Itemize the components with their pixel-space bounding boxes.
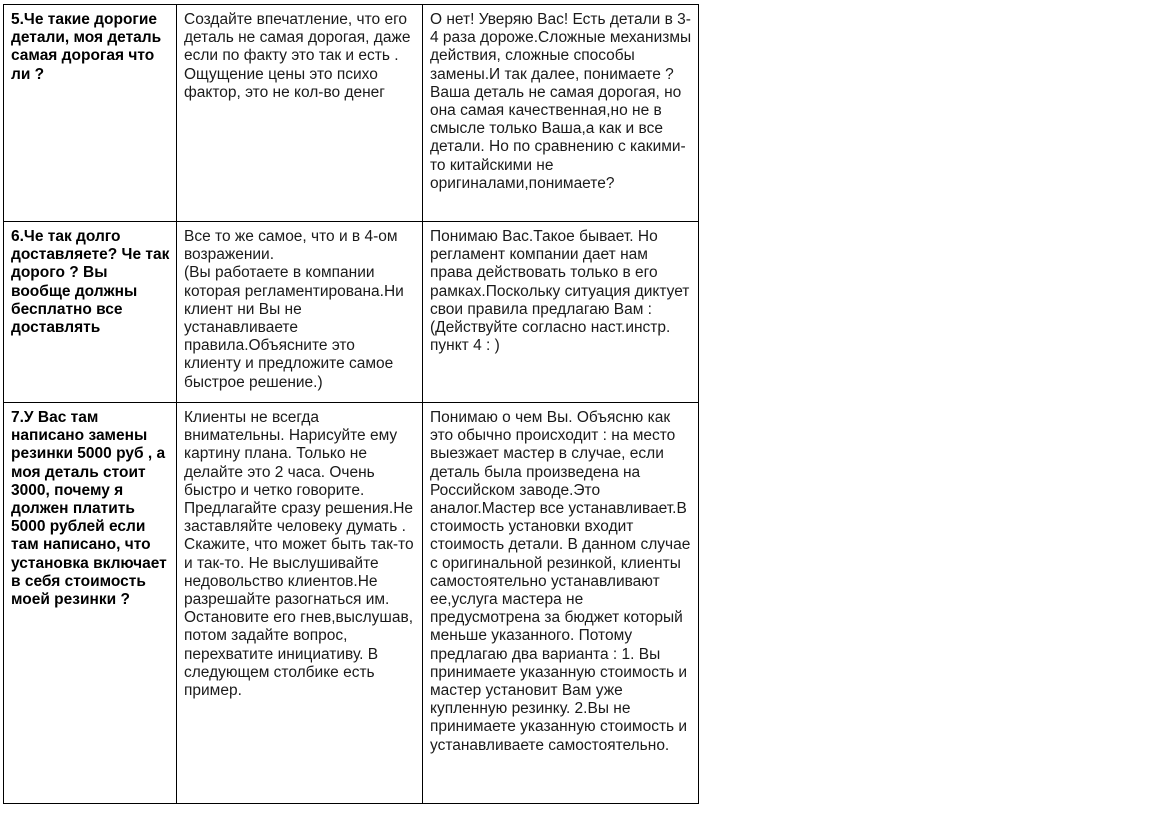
answer-text: Понимаю о чем Вы. Объясню как это обычно происходит : на место выезжает мастер в случае, если деталь была произведена на Российском заводе.Это аналог.Мастер все устанавливает.В стоимость установки входит стоимость детали. В данном случае с оригинальной резинкой, клиенты самостоятельно устанавливают ее,услуга мастера не предусмотрена за бюджет который меньше указанного. Потому предлагаю два варианта : 1. Вы принимаете указанную стоимость и мастер установит Вам уже купленную резинку. 2.Вы не принимаете указанную стоимость и устанавливаете самостоятельно. (430, 409, 691, 754)
answer-cell (423, 222, 699, 403)
advice-cell (177, 5, 423, 222)
advice-text: Все то же самое, что и в 4-ом возражении. (Вы работаете в компании которая регламентирована.Ни клиент ни Вы не устанавливаете правила.Объясните это клиенту и предложите самое быстрое решение.) (184, 228, 404, 391)
question-cell (4, 403, 177, 804)
table-row (4, 222, 699, 403)
answer-cell (423, 403, 699, 804)
question-text: 6.Че так долго доставляете? Че так дорого ? Вы вообще должны бесплатно все доставлять (11, 228, 170, 337)
advice-cell (177, 403, 423, 804)
question-text: 5.Че такие дорогие детали, моя деталь самая дорогая что ли ? (11, 11, 162, 83)
question-cell (4, 5, 177, 222)
answer-text: Понимаю Вас.Такое бывает. Но регламент компании дает нам права действовать только в его рамках.Поскольку ситуация диктует свои правила предлагаю Вам : (Действуйте согласно наст.инстр. пункт 4 : ) (430, 228, 690, 355)
advice-text: Клиенты не всегда внимательны. Нарисуйте ему картину плана. Только не делайте это 2 часа. Очень быстро и четко говорите. Предлагайте сразу решения.Не заставляйте человеку думать . Скажите, что может быть так-то и так-то. Не выслушивайте недовольство клиентов.Не разрешайте разогнаться им. Остановите его гнев,выслушав, потом задайте вопрос, перехватите инициативу. В следующем столбике есть пример. (184, 409, 414, 700)
answer-text: О нет! Уверяю Вас! Есть детали в 3-4 раза дороже.Сложные механизмы действия, сложные способы замены.И так далее, понимаете ? Ваша деталь не самая дорогая, но она самая качественная,но не в смысле только Ваша,а как и все детали. Но по сравнению с какими-то китайскими не оригиналами,понимаете? (430, 11, 692, 192)
question-cell (4, 222, 177, 403)
question-text: 7.У Вас там написано замены резинки 5000 руб , а моя деталь стоит 3000, почему я должен платить 5000 рублей если там написано, что установка включает в себя стоимость моей резинки ? (11, 409, 167, 609)
table-row (4, 403, 699, 804)
answer-cell (423, 5, 699, 222)
table-row (4, 5, 699, 222)
advice-text: Создайте впечатление, что его деталь не самая дорогая, даже если по факту это так и есть . Ощущение цены это психо фактор, это не кол-во денег (184, 11, 411, 101)
advice-cell (177, 222, 423, 403)
objections-table (3, 4, 699, 804)
